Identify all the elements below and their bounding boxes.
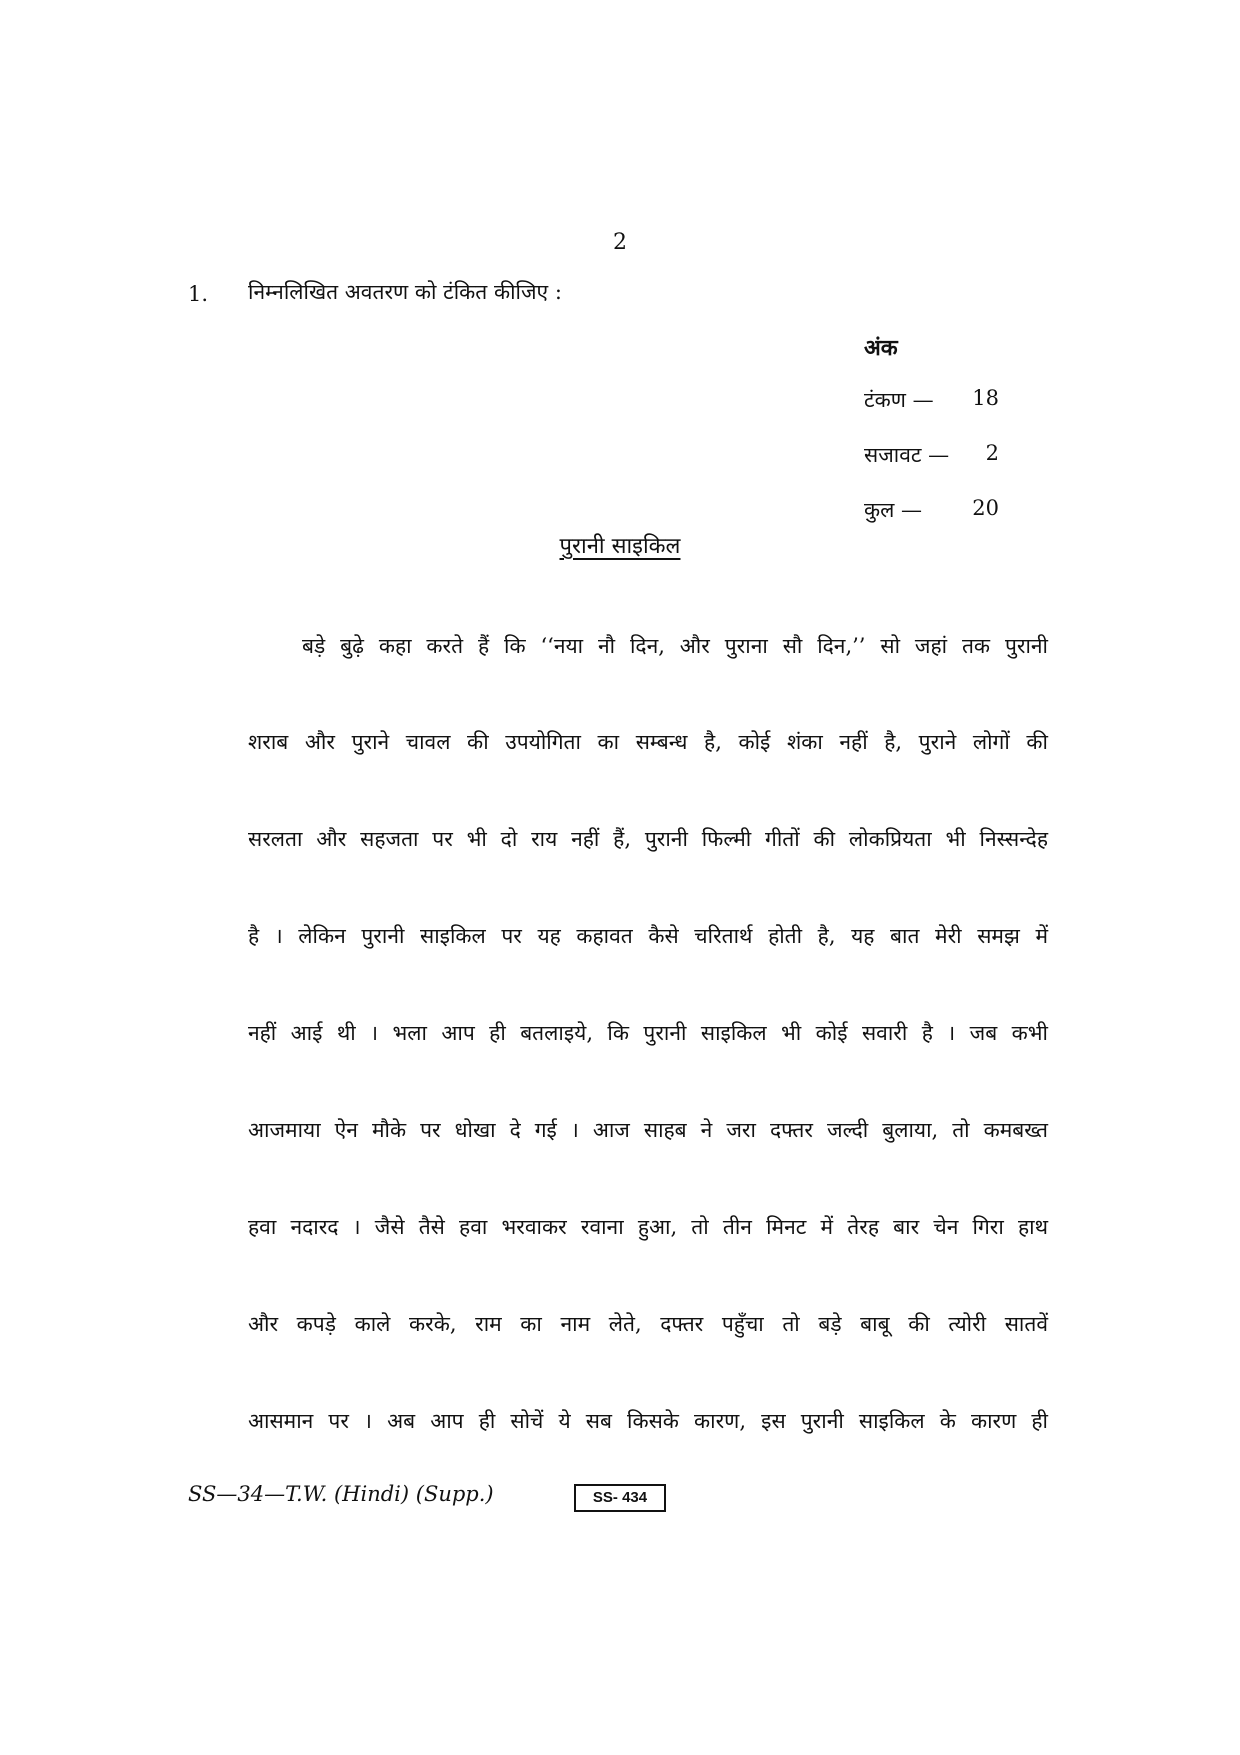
passage-line: आजमाया ऐन मौके पर धोखा दे गई । आज साहब ने जरा दफ्तर जल्दी बुलाया, तो कमबख्त (248, 1118, 1048, 1142)
passage-line: और कपड़े काले करके, राम का नाम लेते, दफ्तर पहुँचा तो बड़े बाबू की त्योरी सातवें (248, 1312, 1048, 1336)
passage-line: बड़े बुढ़े कहा करते हैं कि ‘‘नया नौ दिन, और पुराना सौ दिन,’’ सो जहां तक पुरानी (302, 634, 1048, 658)
passage-line: है । लेकिन पुरानी साइकिल पर यह कहावत कैसे चरितार्थ होती है, यह बात मेरी समझ में (248, 924, 1048, 948)
marks-label: सजावट — (864, 443, 950, 467)
passage-title: पुरानी साइकिल (559, 534, 681, 559)
passage-line: शराब और पुराने चावल की उपयोगिता का सम्बन्ध है, कोई शंका नहीं है, पुराने लोगों की (248, 730, 1048, 754)
passage-line: हवा नदारद । जैसे तैसे हवा भरवाकर रवाना हुआ, तो तीन मिनट में तेरह बार चेन गिरा हाथ (248, 1215, 1048, 1239)
passage-line: आसमान पर । अब आप ही सोचें ये सब किसके कारण, इस पुरानी साइकिल के कारण ही (248, 1409, 1048, 1433)
marks-heading: अंक (864, 335, 898, 361)
marks-label: कुल — (864, 498, 923, 522)
page-number: 2 (613, 230, 627, 255)
marks-label: टंकण — (864, 388, 934, 412)
footer-paper-code: SS—34—T.W. (Hindi) (Supp.) (188, 1482, 494, 1506)
marks-row-typing (864, 386, 1034, 416)
passage-line: नहीं आई थी । भला आप ही बतलाइये, कि पुरानी साइकिल भी कोई सवारी है । जब कभी (248, 1021, 1048, 1045)
marks-value: 2 (985, 441, 999, 465)
question-number: 1. (188, 282, 209, 306)
marks-value: 18 (972, 386, 999, 410)
marks-row-total (864, 496, 1034, 526)
marks-value: 20 (972, 496, 999, 520)
footer-badge: SS- 434 (574, 1484, 666, 1512)
passage-line: सरलता और सहजता पर भी दो राय नहीं हैं, पुरानी फिल्मी गीतों की लोकप्रियता भी निस्सन्देह (248, 827, 1048, 851)
question-instruction: निम्नलिखित अवतरण को टंकित कीजिए : (248, 280, 562, 304)
marks-row-decoration (864, 441, 1034, 471)
